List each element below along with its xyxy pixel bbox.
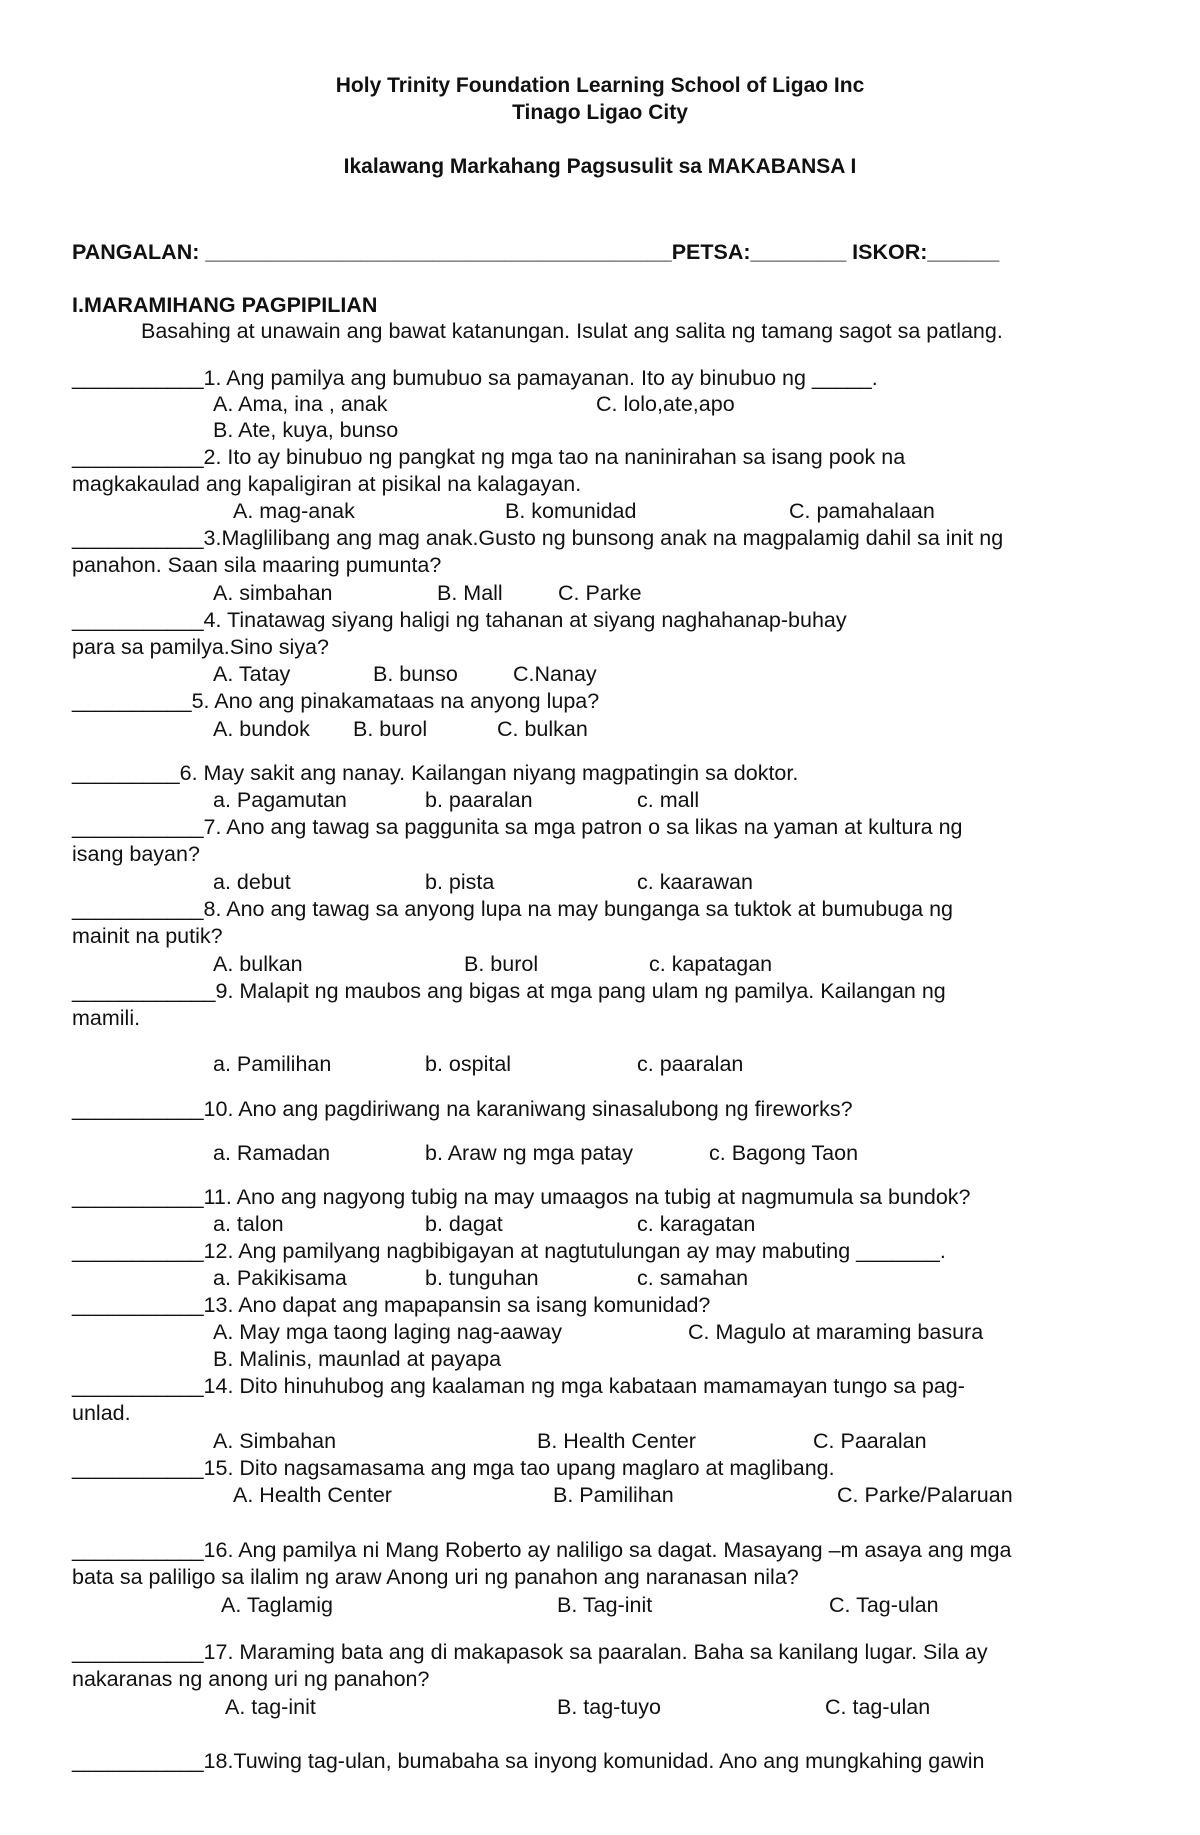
question-14-cont: unlad. (72, 1401, 131, 1425)
question-9: ____________9. Malapit ng maubos ang bigas at mga pang ulam ng pamilya. Kailangan ng (72, 979, 946, 1003)
q12-choice-a: a. Pakikisama (213, 1266, 347, 1290)
question-3-cont: panahon. Saan sila maaring pumunta? (72, 553, 442, 577)
school-name: Holy Trinity Foundation Learning School of Ligao Inc (335, 74, 865, 97)
question-1: ___________1. Ang pamilya ang bumubuo sa pamayanan. Ito ay binubuo ng _____. (72, 366, 878, 390)
student-info-line: PANGALAN: _______________________________________PETSA:________ ISKOR:______ (72, 240, 1000, 264)
q9-choice-c: c. paaralan (637, 1052, 744, 1076)
q6-choice-c: c. mall (637, 788, 700, 812)
q3-choice-b: B. Mall (437, 581, 503, 605)
question-9-cont: mamili. (72, 1006, 141, 1030)
q14-choice-c: C. Paaralan (813, 1429, 927, 1453)
question-11: ___________11. Ano ang nagyong tubig na may umaagos na tubig at nagmumula sa bundok? (72, 1185, 971, 1209)
q3-choice-c: C. Parke (558, 581, 642, 605)
q10-choice-a: a. Ramadan (213, 1141, 331, 1165)
q11-choice-b: b. dagat (425, 1212, 503, 1236)
question-8-cont: mainit na putik? (72, 924, 223, 948)
question-15: ___________15. Dito nagsamasama ang mga tao upang maglaro at maglibang. (72, 1456, 835, 1480)
school-address: Tinago Ligao City (512, 101, 688, 124)
question-5: __________5. Ano ang pinakamataas na anyong lupa? (72, 689, 600, 713)
question-10: ___________10. Ano ang pagdiriwang na karaniwang sinasalubong ng fireworks? (72, 1097, 853, 1121)
question-18: ___________18.Tuwing tag-ulan, bumabaha sa inyong komunidad. Ano ang mungkahing gawin (72, 1749, 985, 1773)
section-instruction: Basahing at unawain ang bawat katanungan. Isulat ang salita ng tamang sagot sa patlang. (141, 319, 1003, 343)
question-4-cont: para sa pamilya.Sino siya? (72, 635, 329, 659)
question-3: ___________3.Maglilibang ang mag anak.Gusto ng bunsong anak na magpalamig dahil sa init ng (72, 526, 1004, 550)
q13-choice-b: B. Malinis, maunlad at payapa (213, 1347, 502, 1371)
q12-choice-b: b. tunguhan (425, 1266, 539, 1290)
q14-choice-a: A. Simbahan (213, 1429, 337, 1453)
question-2-cont: magkakaulad ang kapaligiran at pisikal na kalagayan. (72, 472, 582, 496)
q2-choice-a: A. mag-anak (233, 499, 355, 523)
q15-choice-b: B. Pamilihan (553, 1483, 674, 1507)
question-17-cont: nakaranas ng anong uri ng panahon? (72, 1667, 430, 1691)
question-2: ___________2. Ito ay binubuo ng pangkat ng mga tao na naninirahan sa isang pook na (72, 445, 906, 469)
q15-choice-a: A. Health Center (233, 1483, 392, 1507)
q2-choice-c: C. pamahalaan (789, 499, 935, 523)
q10-choice-c: c. Bagong Taon (709, 1141, 859, 1165)
question-16: ___________16. Ang pamilya ni Mang Roberto ay naliligo sa dagat. Masayang –m asaya ang mga (72, 1538, 1012, 1562)
q7-choice-b: b. pista (425, 870, 495, 894)
question-13: ___________13. Ano dapat ang mapapansin sa isang komunidad? (72, 1293, 711, 1317)
q1-choice-a: A. Ama, ina , anak (213, 392, 388, 416)
q5-choice-c: C. bulkan (497, 717, 588, 741)
question-12: ___________12. Ang pamilyang nagbibigayan at nagtutulungan ay may mabuting _______. (72, 1239, 946, 1263)
question-6: _________6. May sakit ang nanay. Kailangan niyang magpatingin sa doktor. (72, 761, 799, 785)
question-7: ___________7. Ano ang tawag sa paggunita sa mga patron o sa likas na yaman at kultura ng (72, 815, 963, 839)
q6-choice-b: b. paaralan (425, 788, 533, 812)
q4-choice-c: C.Nanay (513, 662, 597, 686)
question-16-cont: bata sa paliligo sa ilalim ng araw Anong uri ng panahon ang naranasan nila? (72, 1565, 799, 1589)
q11-choice-a: a. talon (213, 1212, 284, 1236)
question-14: ___________14. Dito hinuhubog ang kaalaman ng mga kabataan mamamayan tungo sa pag- (72, 1374, 965, 1398)
q16-choice-a: A. Taglamig (221, 1593, 333, 1617)
q17-choice-a: A. tag-init (225, 1695, 316, 1719)
question-8: ___________8. Ano ang tawag sa anyong lupa na may bunganga sa tuktok at bumubuga ng (72, 897, 954, 921)
q9-choice-b: b. ospital (425, 1052, 512, 1076)
q4-choice-a: A. Tatay (213, 662, 291, 686)
section-title: I.MARAMIHANG PAGPIPILIAN (72, 293, 378, 317)
q5-choice-b: B. burol (353, 717, 428, 741)
q8-choice-a: A. bulkan (213, 952, 303, 976)
q17-choice-c: C. tag-ulan (825, 1695, 931, 1719)
q1-choice-b: B. Ate, kuya, bunso (213, 418, 399, 442)
q16-choice-c: C. Tag-ulan (829, 1593, 939, 1617)
q7-choice-a: a. debut (213, 870, 291, 894)
q13-choice-a: A. May mga taong laging nag-aaway (213, 1320, 562, 1344)
q1-choice-c: C. lolo,ate,apo (596, 392, 735, 416)
q2-choice-b: B. komunidad (505, 499, 637, 523)
question-7-cont: isang bayan? (72, 842, 200, 866)
q3-choice-a: A. simbahan (213, 581, 333, 605)
q14-choice-b: B. Health Center (537, 1429, 696, 1453)
question-17: ___________17. Maraming bata ang di makapasok sa paaralan. Baha sa kanilang lugar. Sila ay (72, 1640, 988, 1664)
q13-choice-c: C. Magulo at maraming basura (688, 1320, 984, 1344)
q9-choice-a: a. Pamilihan (213, 1052, 332, 1076)
q16-choice-b: B. Tag-init (557, 1593, 653, 1617)
q6-choice-a: a. Pagamutan (213, 788, 347, 812)
q17-choice-b: B. tag-tuyo (557, 1695, 661, 1719)
q7-choice-c: c. kaarawan (637, 870, 753, 894)
q10-choice-b: b. Araw ng mga patay (425, 1141, 633, 1165)
q5-choice-a: A. bundok (213, 717, 310, 741)
q4-choice-b: B. bunso (373, 662, 458, 686)
q12-choice-c: c. samahan (637, 1266, 749, 1290)
q8-choice-c: c. kapatagan (649, 952, 773, 976)
q15-choice-c: C. Parke/Palaruan (837, 1483, 1013, 1507)
question-4: ___________4. Tinatawag siyang haligi ng tahanan at siyang naghahanap-buhay (72, 608, 847, 632)
exam-title: Ikalawang Markahang Pagsusulit sa MAKABANSA I (343, 155, 857, 178)
q8-choice-b: B. burol (464, 952, 539, 976)
q11-choice-c: c. karagatan (637, 1212, 756, 1236)
